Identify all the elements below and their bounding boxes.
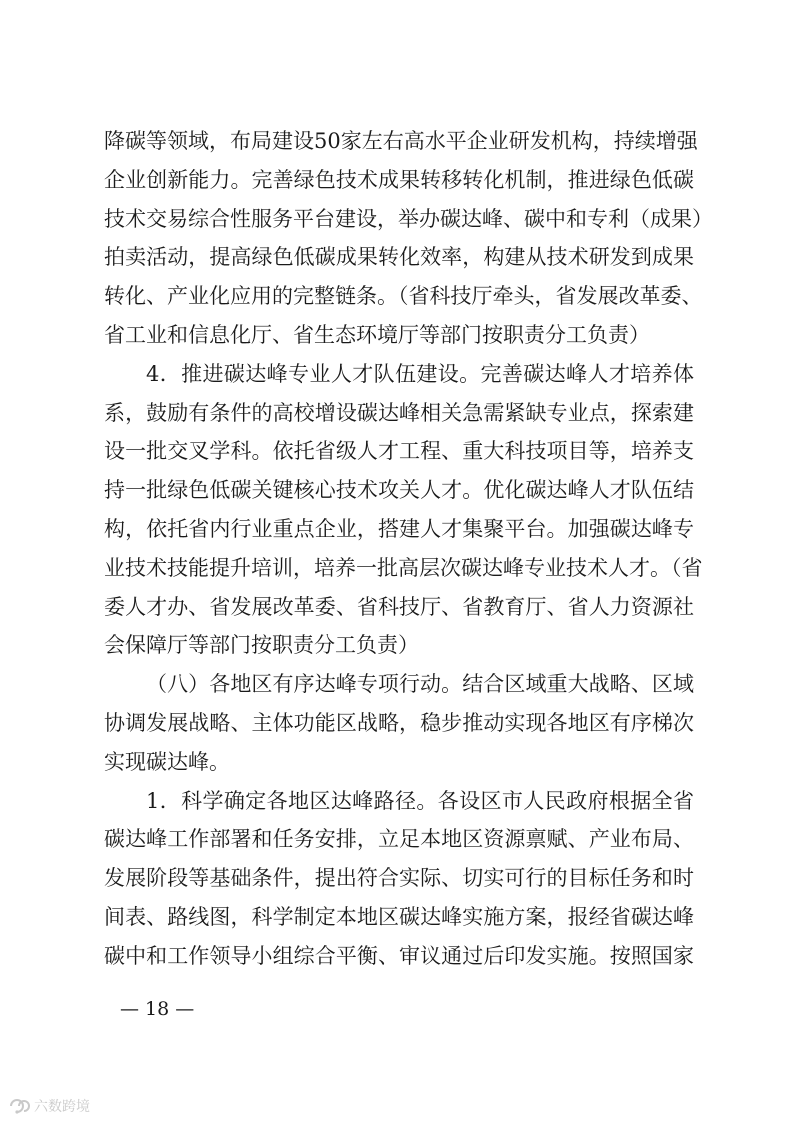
text-line: 碳中和工作领导小组综合平衡、审议通过后印发实施。按照国家 xyxy=(104,943,694,968)
text-line: 企业创新能力。完善绿色技术成果转移转化机制，推进绿色低碳 xyxy=(104,167,694,192)
text-line: 拍卖活动，提高绿色低碳成果转化效率，构建从技术研发到成果 xyxy=(104,245,694,270)
text-line: 间表、路线图，科学制定本地区碳达峰实施方案，报经省碳达峰 xyxy=(104,904,694,929)
text-line: 构，依托省内行业重点企业，搭建人才集聚平台。加强碳达峰专 xyxy=(104,516,694,541)
text-line: 委人才办、省发展改革委、省科技厅、省教育厅、省人力资源社 xyxy=(104,594,694,619)
text-line: 降碳等领域，布局建设50家左右高水平企业研发机构，持续增强 xyxy=(104,129,698,153)
text-line: 省工业和信息化厅、省生态环境厅等部门按职责分工负责） xyxy=(104,322,650,347)
text-line: 系，鼓励有条件的高校增设碳达峰相关急需紧缺专业点，探索建 xyxy=(104,400,694,425)
watermark-text: 六数跨境 xyxy=(34,1099,90,1115)
watermark xyxy=(8,1094,90,1118)
text-line: 1．科学确定各地区达峰路径。各设区市人民政府根据全省 xyxy=(146,788,694,813)
body-text xyxy=(104,122,713,976)
app-logo-icon xyxy=(8,1097,30,1115)
text-line: 发展阶段等基础条件，提出符合实际、切实可行的目标任务和时 xyxy=(104,866,694,891)
page-number: — 18 — xyxy=(120,998,195,1020)
text-line: 实现碳达峰。 xyxy=(104,749,230,774)
text-line: 持一批绿色低碳关键核心技术攻关人才。优化碳达峰人才队伍结 xyxy=(104,478,694,503)
text-line: 协调发展战略、主体功能区战略，稳步推动实现各地区有序梯次 xyxy=(104,710,694,735)
text-line: 转化、产业化应用的完整链条。（省科技厅牵头，省发展改革委、 xyxy=(104,284,703,309)
text-line: 业技术技能提升培训，培养一批高层次碳达峰专业技术人才。（省 xyxy=(104,555,703,580)
text-line: 技术交易综合性服务平台建设，举办碳达峰、碳中和专利（成果） xyxy=(104,206,713,231)
text-line: 设一批交叉学科。依托省级人才工程、重大科技项目等，培养支 xyxy=(104,439,694,464)
text-line: 碳达峰工作部署和任务安排，立足本地区资源禀赋、产业布局、 xyxy=(104,827,694,852)
text-line: 会保障厅等部门按职责分工负责） xyxy=(104,633,419,658)
text-line: （八）各地区有序达峰专项行动。结合区域重大战略、区域 xyxy=(146,672,694,697)
text-line: 4．推进碳达峰专业人才队伍建设。完善碳达峰人才培养体 xyxy=(146,361,694,386)
